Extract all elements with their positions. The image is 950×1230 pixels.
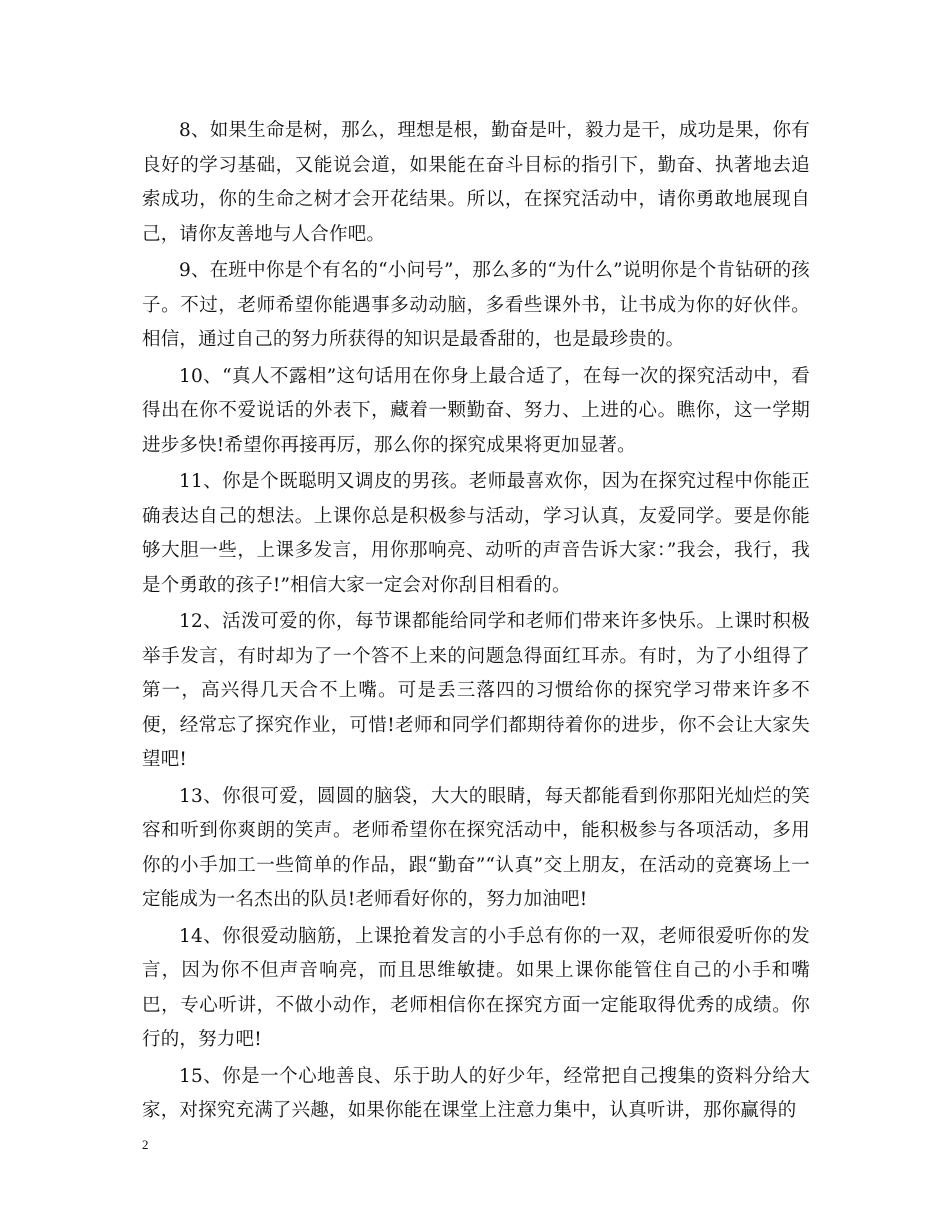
- paragraph-9: 9、在班中你是个有名的“小问号”，那么多的“为什么”说明你是个肯钻研的孩子。不过，老师希望你能遇事多动动脑，多看些课外书，让书成为你的好伙伴。相信，通过自己的努力所获得的知识是最香甜的，也是最珍贵的。: [142, 260, 810, 350]
- paragraph-15: 15、你是一个心地善良、乐于助人的好少年，经常把自己搜集的资料分给大家，对探究充满了兴趣，如果你能在课堂上注意力集中，认真听讲，那你赢得的: [142, 1065, 810, 1121]
- paragraph-10: 10、“真人不露相”这句话用在你身上最合适了，在每一次的探究活动中，看得出在你不爱说话的外表下，藏着一颗勤奋、努力、上进的心。瞧你，这一学期进步多快!希望你再接再厉，那么你的探究成果将更加显著。: [142, 365, 810, 456]
- document-body: [142, 114, 810, 1131]
- paragraph-12: 12、活泼可爱的你，每节课都能给同学和老师们带来许多快乐。上课时积极举手发言，有时却为了一个答不上来的问题急得面红耳赤。有时，为了小组得了第一，高兴得几天合不上嘴。可是丢三落四的习惯给你的探究学习带来许多不便，经常忘了探究作业，可惜!老师和同学们都期待着你的进步，你不会让大家失望吧!: [142, 611, 810, 770]
- paragraph-13: 13、你很可爱，圆圆的脑袋，大大的眼睛，每天都能看到你那阳光灿烂的笑容和听到你爽朗的笑声。老师希望你在探究活动中，能积极参与各项活动，多用你的小手加工一些简单的作品，跟“勤奋”“认真”交上朋友，在活动的竞赛场上一定能成为一名杰出的队员!老师看好你的，努力加油吧!: [142, 785, 810, 910]
- page-number: 2: [142, 1137, 149, 1152]
- paragraph-8: 8、如果生命是树，那么，理想是根，勤奋是叶，毅力是干，成功是果，你有良好的学习基础，又能说会道，如果能在奋斗目标的指引下，勤奋、执著地去追索成功，你的生命之树才会开花结果。所以，在探究活动中，请你勇敢地展现自己，请你友善地与人合作吧。: [142, 120, 810, 245]
- paragraph-11: 11、你是个既聪明又调皮的男孩。老师最喜欢你，因为在探究过程中你能正确表达自己的想法。上课你总是积极参与活动，学习认真，友爱同学。要是你能够大胆一些，上课多发言，用你那响亮、动听的声音告诉大家：”我会，我行，我是个勇敢的孩子!”相信大家一定会对你刮目相看的。: [142, 471, 810, 596]
- paragraph-14: 14、你很爱动脑筋，上课抢着发言的小手总有你的一双，老师很爱听你的发言，因为你不但声音响亮，而且思维敏捷。如果上课你能管住自己的小手和嘴巴，专心听讲，不做小动作，老师相信你在探究方面一定能取得优秀的成绩。你行的，努力吧!: [142, 925, 810, 1050]
